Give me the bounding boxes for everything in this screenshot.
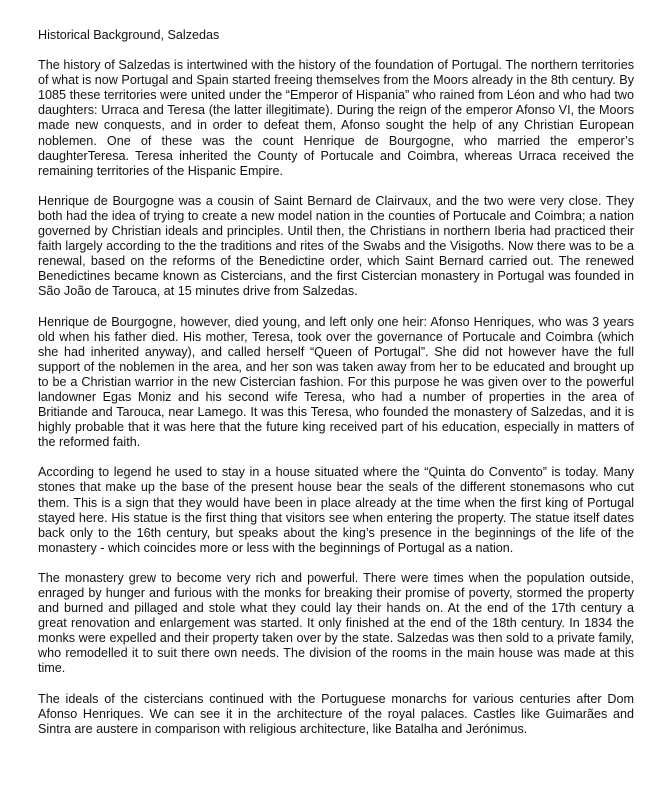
document-title: Historical Background, Salzedas [38,28,220,42]
paragraph-3: Henrique de Bourgogne, however, died young, and left only one heir: Afonso Henriques, who was 3 years old when his father died. His mother, Teresa, took over the governance of Portucale and Coimbra (which she had inherited anyway), and called herself “Queen of Portugal”. She did not however have the full support of the noblemen in the area, and her son was taken away from her to be educated and brought up to be a Christian warrior in the new Cistercian fashion. For this purpose he was given over to the powerful landowner Egas Moniz and his second wife Teresa, who had a number of properties in the area of Britiande and Tarouca, near Lamego. It was this Teresa, who founded the monastery of Salzedas, and it is highly probable that it was here that the future king received part of his education, especially in matters of the reformed faith. [38,314,634,450]
paragraph-1: The history of Salzedas is intertwined with the history of the foundation of Portugal. The northern territories of what is now Portugal and Spain started freeing themselves from the Moors already in the 8th century. By 1085 these territories were united under the “Emperor of Hispania” who rained from Léon and who had two daughters: Urraca and Teresa (the latter illegitimate). During the reign of the emperor Afonso VI, the Moors made new conquests, and in order to defeat them, Afonso sought the help of any Christian European noblemen. One of these was the count Henrique de Bourgogne, who married the emperor’s daughterTeresa. Teresa inherited the County of Portucale and Coimbra, whereas Urraca received the remaining territories of the Hispanic Empire. [38,58,634,178]
document-page [38,28,634,737]
paragraph-4: According to legend he used to stay in a house situated where the “Quinta do Convento” is today. Many stones that make up the base of the present house bear the seals of the different stonemasons who cut them. This is a sign that they would have been in place already at the time when the first king of Portugal stayed here. His statue is the first thing that visitors see when entering the property. The statue itself dates back only to the 16th century, but speaks about the king’s presence in the beginnings of the life of the monastery - which coincides more or less with the beginnings of Portugal as a nation. [38,465,634,555]
paragraph-2: Henrique de Bourgogne was a cousin of Saint Bernard de Clairvaux, and the two were very close. They both had the idea of trying to create a new model nation in the counties of Portucale and Coimbra; a nation governed by Christian ideals and principles. Until then, the Christians in northern Iberia had practiced their faith largely according to the the traditions and rites of the Swabs and the Visigoths. Now there was to be a renewal, based on the reforms of the Benedictine order, which Saint Bernard carried out. The renewed Benedictines became known as Cistercians, and the first Cistercian monastery in Portugal was founded in São João de Tarouca, at 15 minutes drive from Salzedas. [38,193,634,299]
paragraph-5: The monastery grew to become very rich and powerful. There were times when the population outside, enraged by hunger and furious with the monks for breaking their promise of poverty, stormed the property and burned and pillaged and stole what they could lay their hands on. At the end of the 17th century a great renovation and enlargement was started. It only finished at the end of the 18th century. In 1834 the monks were expelled and their property taken over by the state. Salzedas was then sold to a private family, who remodelled it to suit there own needs. The division of the rooms in the main house was made at this time. [38,570,634,676]
paragraph-6: The ideals of the cistercians continued with the Portuguese monarchs for various centuries after Dom Afonso Henriques. We can see it in the architecture of the royal palaces. Castles like Guimarães and Sintra are austere in comparison with religious architecture, like Batalha and Jerónimus. [38,691,634,736]
